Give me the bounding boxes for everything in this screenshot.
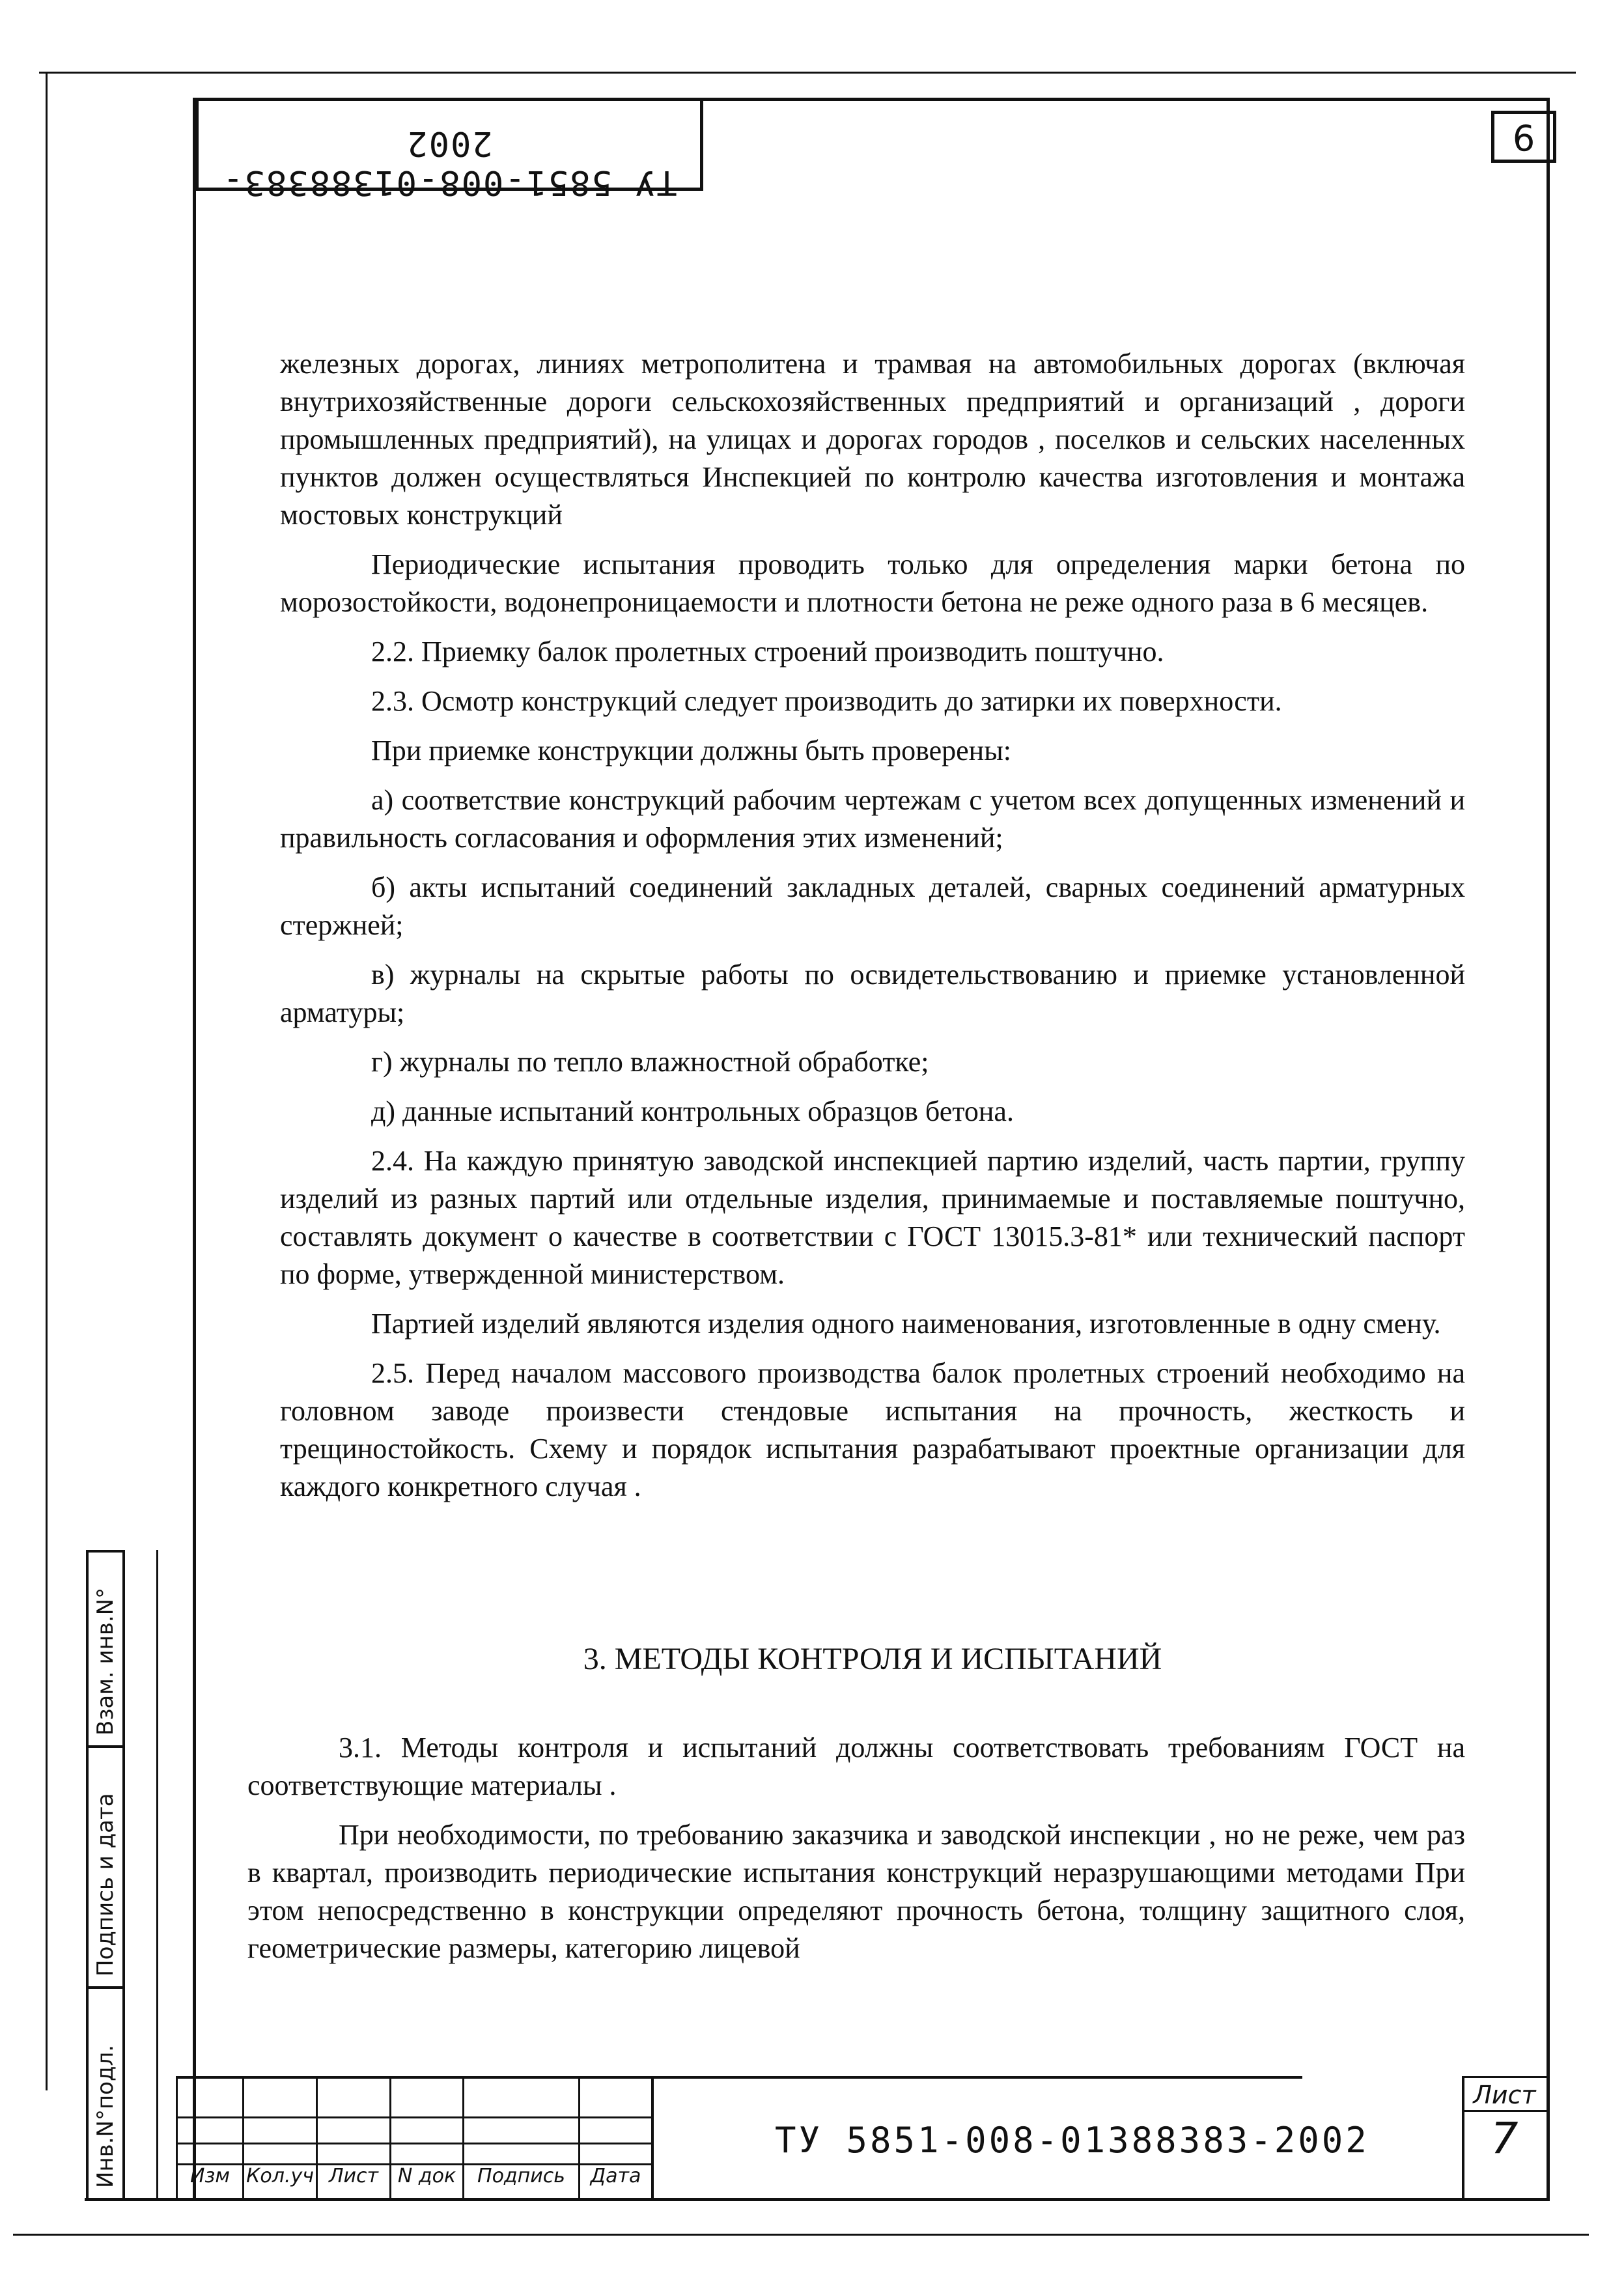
body-text-section-3	[247, 1729, 1465, 1967]
side-stamp-inner	[156, 1550, 158, 2198]
side-label-inv: Инв.N°подл.	[92, 2044, 119, 2188]
paragraph: 2.2. Приемку балок пролетных строений производить поштучно.	[371, 636, 1164, 668]
paragraph: Партией изделий являются изделия одного наименования, изготовленные в одну смену.	[371, 1308, 1441, 1340]
body-text	[280, 345, 1465, 1506]
paragraph: 2.4. На каждую принятую заводской инспекцией партию изделий, часть партии, группу изделий из разных партий или отдельные изделия, принимаемые и поставляемые поштучно, составлять документ о качестве в соответствии с ГОСТ 13015.3-81* или технический паспорт по форме, утвержденной министерством.	[280, 1145, 1465, 1290]
column-n-dok: N док	[397, 2165, 456, 2187]
top-stamp-code: ТУ 5851-008-01388383-2002	[221, 124, 677, 202]
paragraph: 2.5. Перед началом массового производства балок пролетных строений необходимо на головном заводе произвести стендовые испытания на прочность, жесткость и трещиностойкость. Схему и порядок испытания разрабатывают проектные организации для каждого конкретного случая .	[280, 1357, 1465, 1502]
side-stamp-left	[86, 1550, 89, 2198]
side-stamp-divider	[86, 1986, 125, 1989]
page-left-edge	[46, 72, 48, 2090]
paragraph: б) акты испытаний соединений закладных деталей, сварных соединений арматурных стержней;	[280, 871, 1465, 941]
column-list: Лист	[328, 2165, 379, 2187]
column-izm: Изм	[189, 2165, 231, 2187]
sheet-number: 7	[1491, 2113, 1519, 2163]
column-data: Дата	[590, 2165, 641, 2187]
side-stamp-divider	[86, 1745, 125, 1748]
sheet-label: Лист	[1473, 2081, 1536, 2109]
title-block-top	[176, 2076, 1302, 2079]
title-block-doc-code: ТУ 5851-008-01388383-2002	[775, 2120, 1369, 2161]
frame-bottom	[85, 2198, 1550, 2201]
side-label-podpis: Подпись и дата	[92, 1793, 119, 1976]
paragraph: 3.1. Методы контроля и испытаний должны соответствовать требованиям ГОСТ на соответствующие материалы .	[247, 1732, 1465, 1801]
paragraph: г) журналы по тепло влажностной обработке;	[371, 1046, 929, 1078]
paragraph: Периодические испытания проводить только для определения марки бетона по морозостойкости, водонепроницаемости и плотности бетона не реже одного раза в 6 месяцев.	[280, 548, 1465, 618]
paragraph: 2.3. Осмотр конструкций следует производить до затирки их поверхности.	[371, 685, 1282, 717]
sheet-box-divider	[1462, 2110, 1550, 2112]
title-block-col	[651, 2076, 654, 2198]
column-podpis: Подпись	[477, 2165, 565, 2187]
top-page-number: 9	[1491, 111, 1556, 163]
top-edge-line	[39, 72, 1576, 74]
paragraph: а) соответствие конструкций рабочим чертежам с учетом всех допущенных изменений и правильность согласования и оформления этих изменений;	[280, 784, 1465, 854]
paragraph: железных дорогах, линиях метрополитена и трамвая на автомобильных дорогах (включая внутрихозяйственные дороги сельскохозяйственных предприятий и организаций , дороги промышленных предприятий), на улицах и дорогах городов , поселков и сельских населенных пунктов должен осуществляться Инспекцией по контролю качества изготовления и монтажа мостовых конструкций	[280, 348, 1465, 531]
side-stamp-top	[86, 1550, 125, 1553]
paragraph: При необходимости, по требованию заказчика и заводской инспекции , но не реже, чем раз в квартал, производить периодические испытания конструкций неразрушающими методами При этом непосредственно в конструкции определяют прочность бетона, толщину защитного слоя, геометрические размеры, категорию лицевой	[247, 1819, 1465, 1964]
frame-right	[1547, 98, 1550, 2201]
column-kol-uch: Кол.уч	[246, 2165, 314, 2187]
bottom-edge-line	[13, 2234, 1589, 2236]
paragraph: При приемке конструкции должны быть проверены:	[371, 735, 1011, 766]
top-stamp	[195, 99, 703, 202]
side-stamp-right	[122, 1550, 125, 2198]
paragraph: д) данные испытаний контрольных образцов бетона.	[371, 1095, 1014, 1127]
section-heading: 3. МЕТОДЫ КОНТРОЛЯ И ИСПЫТАНИЙ	[583, 1642, 1162, 1676]
paragraph: в) журналы на скрытые работы по освидетельствованию и приемке установленной арматуры;	[280, 959, 1465, 1028]
frame-left	[193, 98, 196, 2201]
sheet-box-top	[1462, 2076, 1550, 2078]
side-label-vzam: Взам. инв.N°	[92, 1587, 119, 1736]
